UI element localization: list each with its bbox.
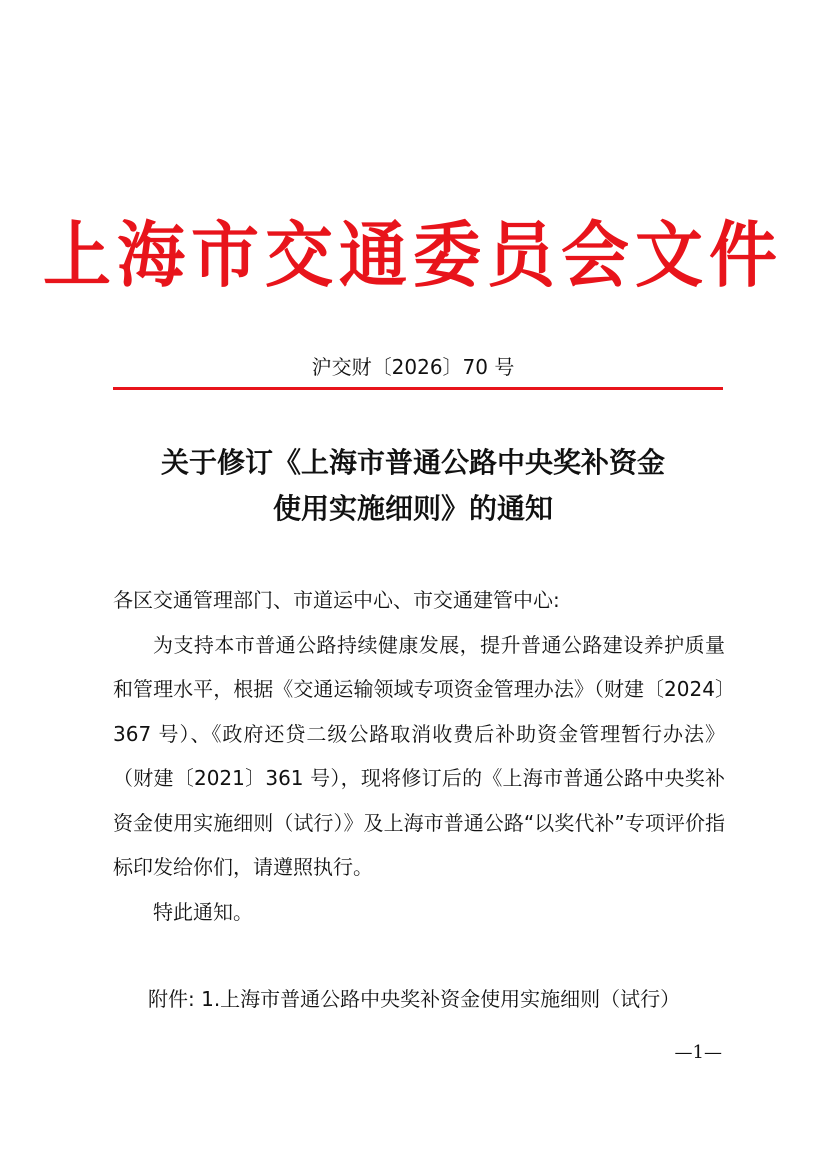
salutation: 各区交通管理部门、市道运中心、市交通建管中心:: [113, 588, 560, 612]
document-title-line-2: 使用实施细则》的通知: [272, 492, 553, 525]
attachment-line: 附件: 1.上海市普通公路中央奖补资金使用实施细则（试行）: [148, 987, 681, 1011]
red-divider-line: [113, 387, 723, 390]
document-body: [113, 578, 725, 934]
document-number: 沪交财〔2026〕70 号: [311, 355, 515, 379]
page-number: —1—: [674, 1042, 722, 1063]
issuing-authority-header: 上海市交通委员会文件: [42, 214, 783, 298]
document-title-line-1: 关于修订《上海市普通公路中央奖补资金: [160, 446, 665, 479]
document-title: [0, 440, 826, 532]
body-paragraph-1: 为支持本市普通公路持续健康发展，提升普通公路建设养护质量和管理水平，根据《交通运输领域专项资金管理办法》（财建〔2024〕367 号）、《政府还贷二级公路取消收费后补助资金管理暂行办法》（财建〔2021〕361 号），现将修订后的《上海市普通公路中央奖补资金使用实施细则（试行）》及上海市普通公路“以奖代补”专项评价指标印发给你们，请遵照执行。: [113, 632, 725, 879]
body-paragraph-2: 特此通知。: [153, 899, 253, 924]
